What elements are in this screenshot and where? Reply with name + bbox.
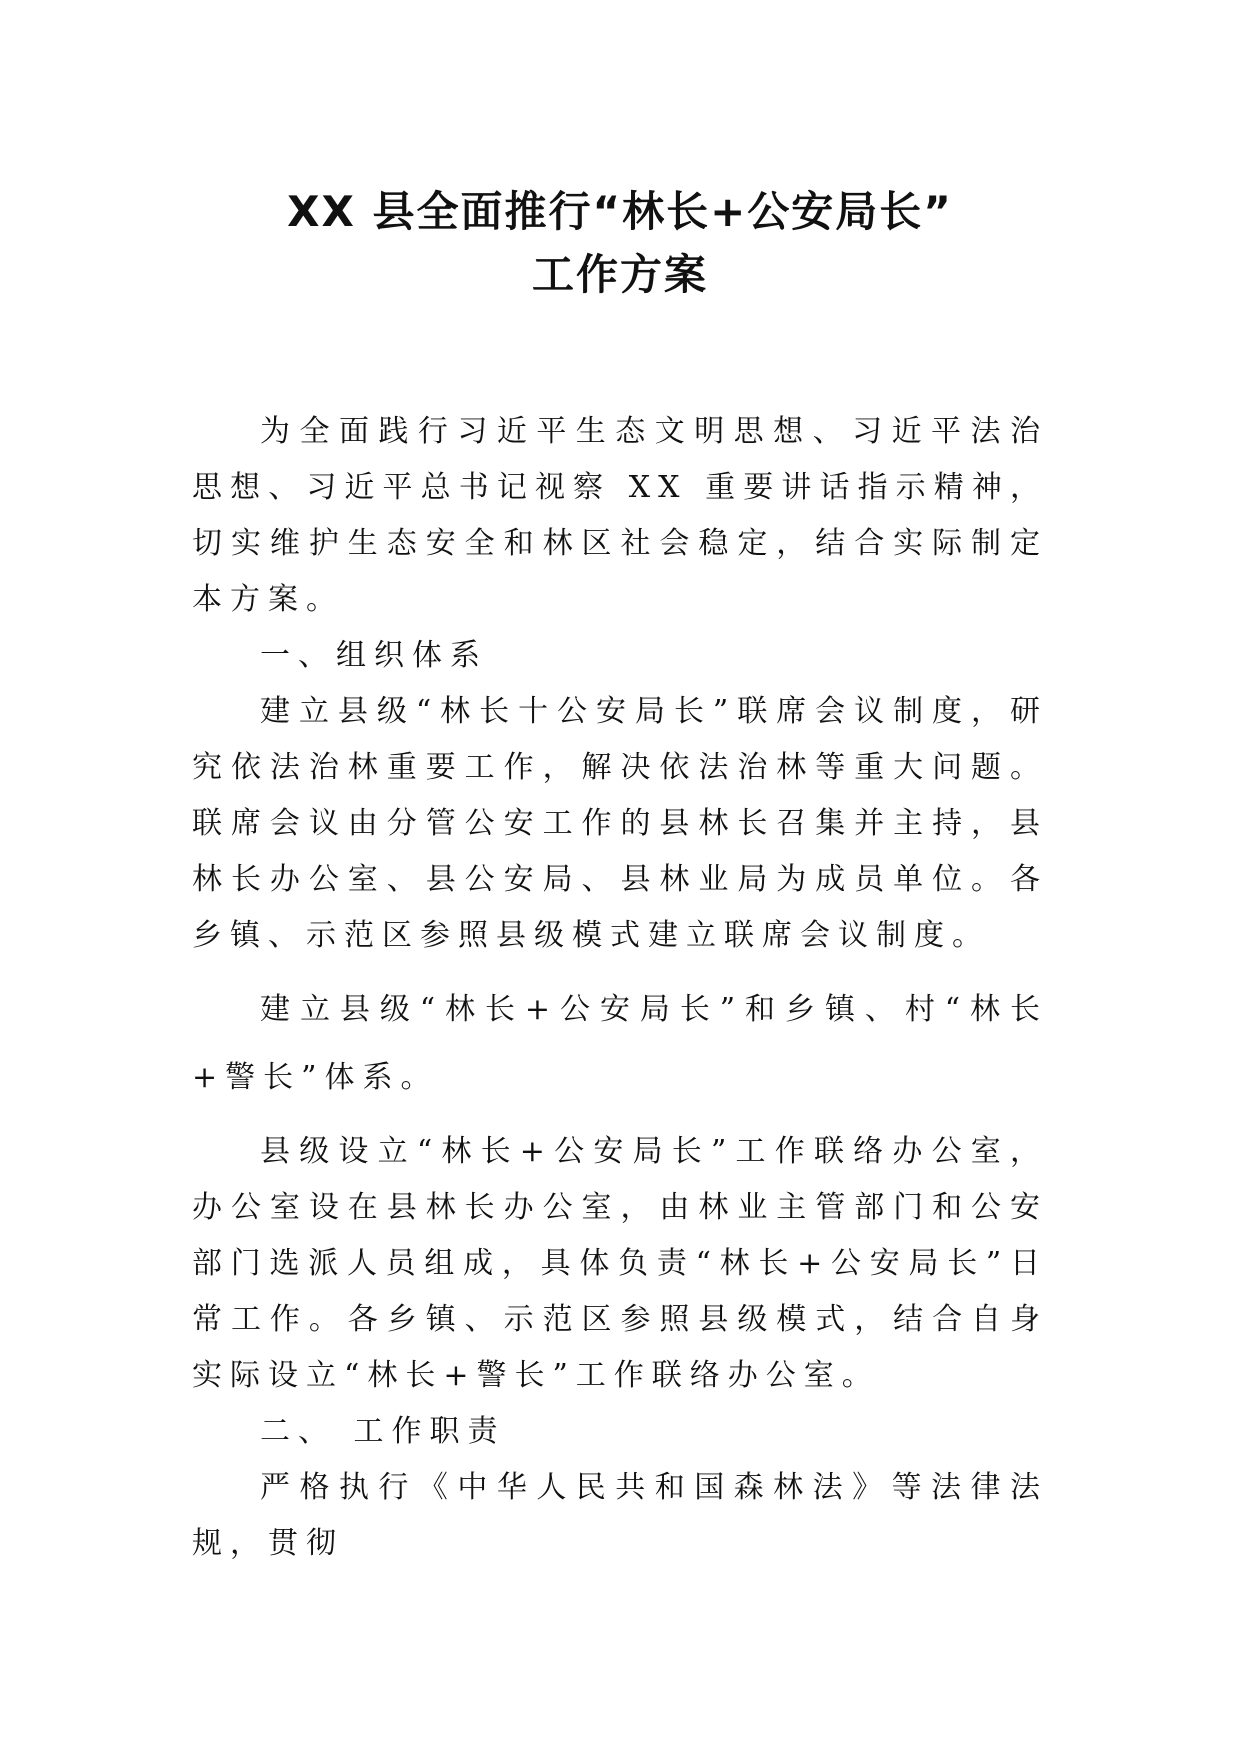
body-paragraph: 建立县级“林长+公安局长”和乡镇、村“林长+警长”体系。 <box>192 992 1048 1095</box>
document-title <box>0 180 1240 306</box>
body-paragraph: 建立县级“林长十公安局长”联席会议制度，研究依法治林重要工作，解决依法治林等重大问题。联席会议由分管公安工作的县林长召集并主持，县林长办公室、县公安局、县林业局为成员单位。各乡镇、示范区参照县级模式建立联席会议制度。 <box>192 694 1048 953</box>
document-body <box>192 404 1048 1572</box>
title-line-2: 工作方案 <box>531 250 708 299</box>
body-paragraph: 严格执行《中华人民共和国森林法》等法律法规，贯彻 <box>192 1470 1048 1561</box>
intro-paragraph: 为全面践行习近平生态文明思想、习近平法治思想、习近平总书记视察 XX 重要讲话指示精神，切实维护生态安全和林区社会稳定，结合实际制定本方案。 <box>192 414 1048 617</box>
section-heading-duties: 二、 工作职责 <box>260 1414 506 1449</box>
body-paragraph: 县级设立“林长+公安局长”工作联络办公室，办公室设在县林长办公室，由林业主管部门和公安部门选派人员组成，具体负责“林长+公安局长”日常工作。各乡镇、示范区参照县级模式，结合自身实际设立“林长+警长”工作联络办公室。 <box>192 1134 1048 1393</box>
section-heading-organization: 一、组织体系 <box>260 638 488 673</box>
title-line-1: XX 县全面推行“林长+公安局长” <box>287 187 953 236</box>
